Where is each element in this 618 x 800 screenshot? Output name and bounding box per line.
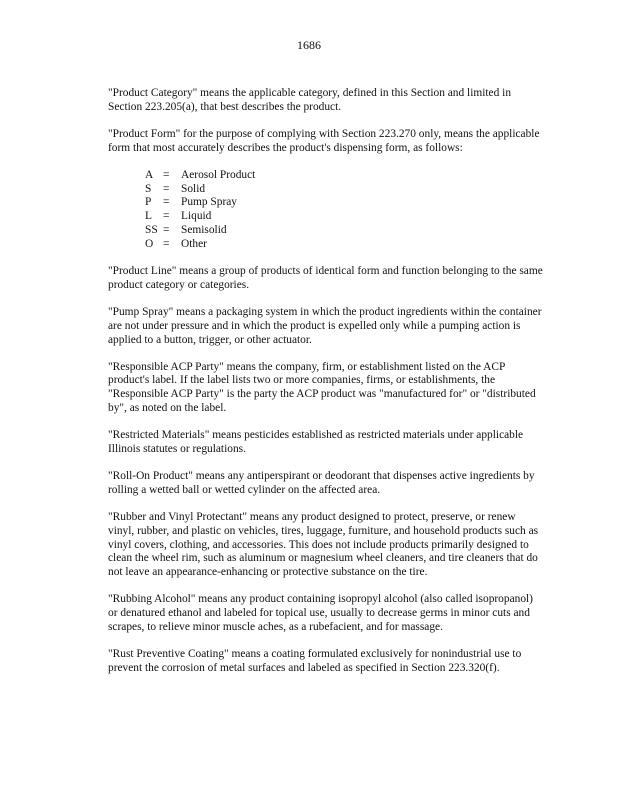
form-description: Aerosol Product — [181, 168, 256, 181]
form-code: O — [145, 238, 154, 251]
form-equals: = — [163, 182, 170, 195]
form-code: SS — [145, 224, 158, 237]
form-description: Solid — [181, 182, 206, 195]
form-equals: = — [163, 224, 170, 237]
product-form-item — [145, 210, 543, 224]
product-form-item — [145, 169, 543, 183]
form-equals: = — [163, 210, 170, 223]
form-equals: = — [163, 168, 170, 181]
definition-roll-on-product: "Roll-On Product" means any antiperspirant or deodorant that dispenses active ingredients by rolling a wetted ball or wetted cylinder on the affected area. — [108, 469, 535, 496]
form-description: Pump Spray — [181, 196, 238, 209]
definition-restricted-materials: "Restricted Materials" means pesticides established as restricted materials under applicable Illinois statutes or regulations. — [108, 429, 524, 456]
page-number: 1686 — [297, 38, 321, 52]
form-code: S — [145, 182, 152, 195]
product-form-item — [145, 183, 543, 197]
definition-responsible-acp-party: "Responsible ACP Party" means the company, firm, or establishment listed on the ACP product's label. If the label lists two or more companies, firms, or establishments, the "Responsible ACP Party" is the party the ACP product was "manufactured for" or "distributed by", as noted on the label. — [108, 360, 536, 415]
product-form-item — [145, 224, 543, 238]
form-code: P — [145, 196, 152, 209]
definition-rust-preventive-coating: "Rust Preventive Coating" means a coating formulated exclusively for nonindustrial use to prevent the corrosion of metal surfaces and labeled as specified in Section 223.320(f). — [108, 648, 522, 674]
product-form-item — [145, 238, 543, 252]
form-equals: = — [163, 196, 170, 209]
definition-rubber-vinyl-protectant: "Rubber and Vinyl Protectant" means any product designed to protect, preserve, or renew vinyl, rubber, and plastic on vehicles, tires, luggage, furniture, and household products such as vinyl covers, clothing, and accessories. This does not include products primarily designed to clean the wheel rim, such as aluminum or magnesium wheel cleaners, and tire cleaners that do not leave an appearance-enhancing or protective substance on the tire. — [108, 510, 539, 579]
product-form-item — [145, 196, 543, 210]
product-form-list — [145, 169, 543, 252]
definition-product-line: "Product Line" means a group of products of identical form and function belonging to the same product category or categories. — [108, 264, 543, 291]
definition-product-category: "Product Category" means the applicable category, defined in this Section and limited in Section 223.205(a), that best describes the product. — [108, 87, 512, 113]
form-code: L — [145, 210, 152, 223]
form-description: Semisolid — [181, 224, 227, 237]
document-body — [108, 87, 543, 689]
form-description: Liquid — [181, 210, 212, 223]
form-description: Other — [181, 238, 207, 251]
definition-rubbing-alcohol: "Rubbing Alcohol" means any product containing isopropyl alcohol (also called isopropanol) or denatured ethanol and labeled for topical use, usually to decrease germs in minor cuts and scrapes, to relieve minor muscle aches, as a rubefacient, and for massage. — [108, 593, 533, 634]
form-code: A — [145, 168, 154, 181]
definition-pump-spray: "Pump Spray" means a packaging system in which the product ingredients within the container are not under pressure and in which the product is expelled only while a pumping action is applied to a button, trigger, or other actuator. — [108, 305, 542, 346]
definition-product-form: "Product Form" for the purpose of complying with Section 223.270 only, means the applicable form that most accurately describes the product's dispensing form, as follows: — [108, 127, 540, 154]
form-equals: = — [163, 238, 170, 251]
